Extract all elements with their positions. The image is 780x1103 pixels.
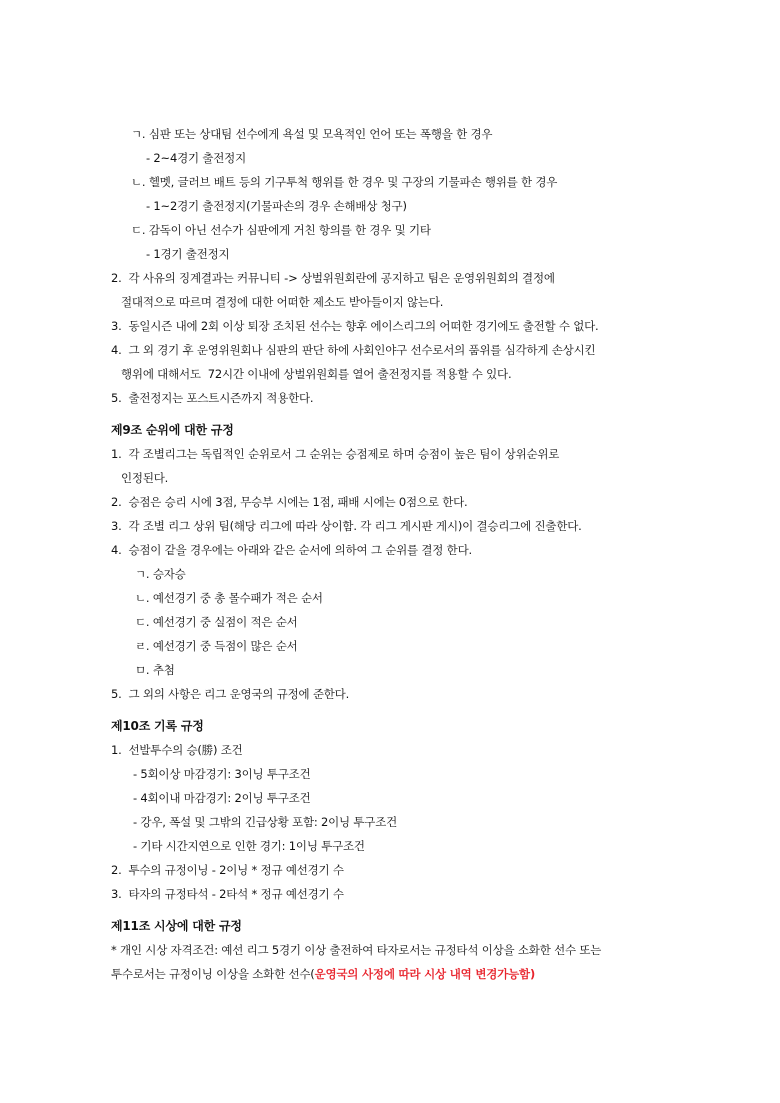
emphasis-note: 운영국의 사정에 따라 시상 내역 변경가능함)	[314, 967, 535, 981]
numbered-item: 4. 그 외 경기 후 운영위원회나 심판의 판단 하에 사회인야구 선수로서의 품위를 심각하게 손상시킨	[111, 343, 596, 357]
numbered-item-continuation: 행위에 대해서도 72시간 이내에 상벌위원회를 열어 출전정지를 적용할 수 있다.	[121, 367, 512, 381]
dash-item: - 강우, 폭설 및 그밖의 긴급상황 포함: 2이닝 투구조건	[133, 815, 398, 829]
sub-item: ㅁ. 추첨	[135, 663, 175, 677]
section-heading: 제9조 순위에 대한 규정	[111, 423, 234, 437]
rule-item-a: ㄱ. 심판 또는 상대팀 선수에게 욕설 및 모욕적인 언어 또는 폭행을 한 경우	[131, 127, 493, 141]
numbered-item: 1. 선발투수의 승(勝) 조건	[111, 743, 243, 757]
numbered-item-continuation: 인정된다.	[121, 471, 169, 485]
penalty-note: - 1~2경기 출전정지(기물파손의 경우 손해배상 청구)	[146, 199, 407, 213]
numbered-item: 2. 승점은 승리 시에 3점, 무승부 시에는 1점, 패배 시에는 0점으로 한다.	[111, 495, 468, 509]
numbered-item: 5. 출전정지는 포스트시즌까지 적용한다.	[111, 391, 314, 405]
numbered-item: 3. 타자의 규정타석 - 2타석 * 정규 예선경기 수	[111, 887, 344, 901]
sub-item: ㄷ. 예선경기 중 실점이 적은 순서	[135, 615, 298, 629]
award-condition-continuation	[111, 966, 535, 982]
dash-item: - 5회이상 마감경기: 3이닝 투구조건	[133, 767, 311, 781]
penalty-note: - 2~4경기 출전정지	[146, 151, 246, 165]
numbered-item: 3. 각 조별 리그 상위 팀(해당 리그에 따라 상이함. 각 리그 게시판 게시)이 결승리그에 진출한다.	[111, 519, 582, 533]
numbered-item: 5. 그 외의 사항은 리그 운영국의 규정에 준한다.	[111, 687, 350, 701]
numbered-item: 3. 동일시즌 내에 2회 이상 퇴장 조치된 선수는 향후 에이스리그의 어떠한 경기에도 출전할 수 없다.	[111, 319, 599, 333]
rule-item-c: ㄷ. 감독이 아닌 선수가 심판에게 거친 항의를 한 경우 및 기타	[131, 223, 431, 237]
numbered-item: 1. 각 조별리그는 독립적인 순위로서 그 순위는 승점제로 하며 승점이 높은 팀이 상위순위로	[111, 447, 560, 461]
numbered-item: 4. 승점이 같을 경우에는 아래와 같은 순서에 의하여 그 순위를 결정 한다.	[111, 543, 472, 557]
sub-item: ㄴ. 예선경기 중 총 몰수패가 적은 순서	[135, 591, 323, 605]
numbered-item: 2. 투수의 규정이닝 - 2이닝 * 정규 예선경기 수	[111, 863, 344, 877]
section-heading: 제10조 기록 규정	[111, 719, 204, 733]
numbered-item-continuation: 절대적으로 따르며 결정에 대한 어떠한 제소도 받아들이지 않는다.	[121, 295, 444, 309]
award-condition: * 개인 시상 자격조건: 예선 리그 5경기 이상 출전하여 타자로서는 규정타석 이상을 소화한 선수 또는	[111, 943, 602, 957]
rule-item-b: ㄴ. 헬멧, 글러브 배트 등의 기구투척 행위를 한 경우 및 구장의 기물파손 행위를 한 경우	[131, 175, 558, 189]
sub-item: ㄹ. 예선경기 중 득점이 많은 순서	[135, 639, 298, 653]
section-heading: 제11조 시상에 대한 규정	[111, 919, 242, 933]
dash-item: - 기타 시간지연으로 인한 경기: 1이닝 투구조건	[133, 839, 365, 853]
penalty-note: - 1경기 출전정지	[146, 247, 230, 261]
numbered-item: 2. 각 사유의 징계결과는 커뮤니티 -> 상벌위원회란에 공지하고 팀은 운영위원회의 결정에	[111, 271, 555, 285]
award-condition-text: 투수로서는 규정이닝 이상을 소화한 선수(	[111, 967, 315, 981]
dash-item: - 4회이내 마감경기: 2이닝 투구조건	[133, 791, 311, 805]
sub-item: ㄱ. 승자승	[135, 567, 186, 581]
